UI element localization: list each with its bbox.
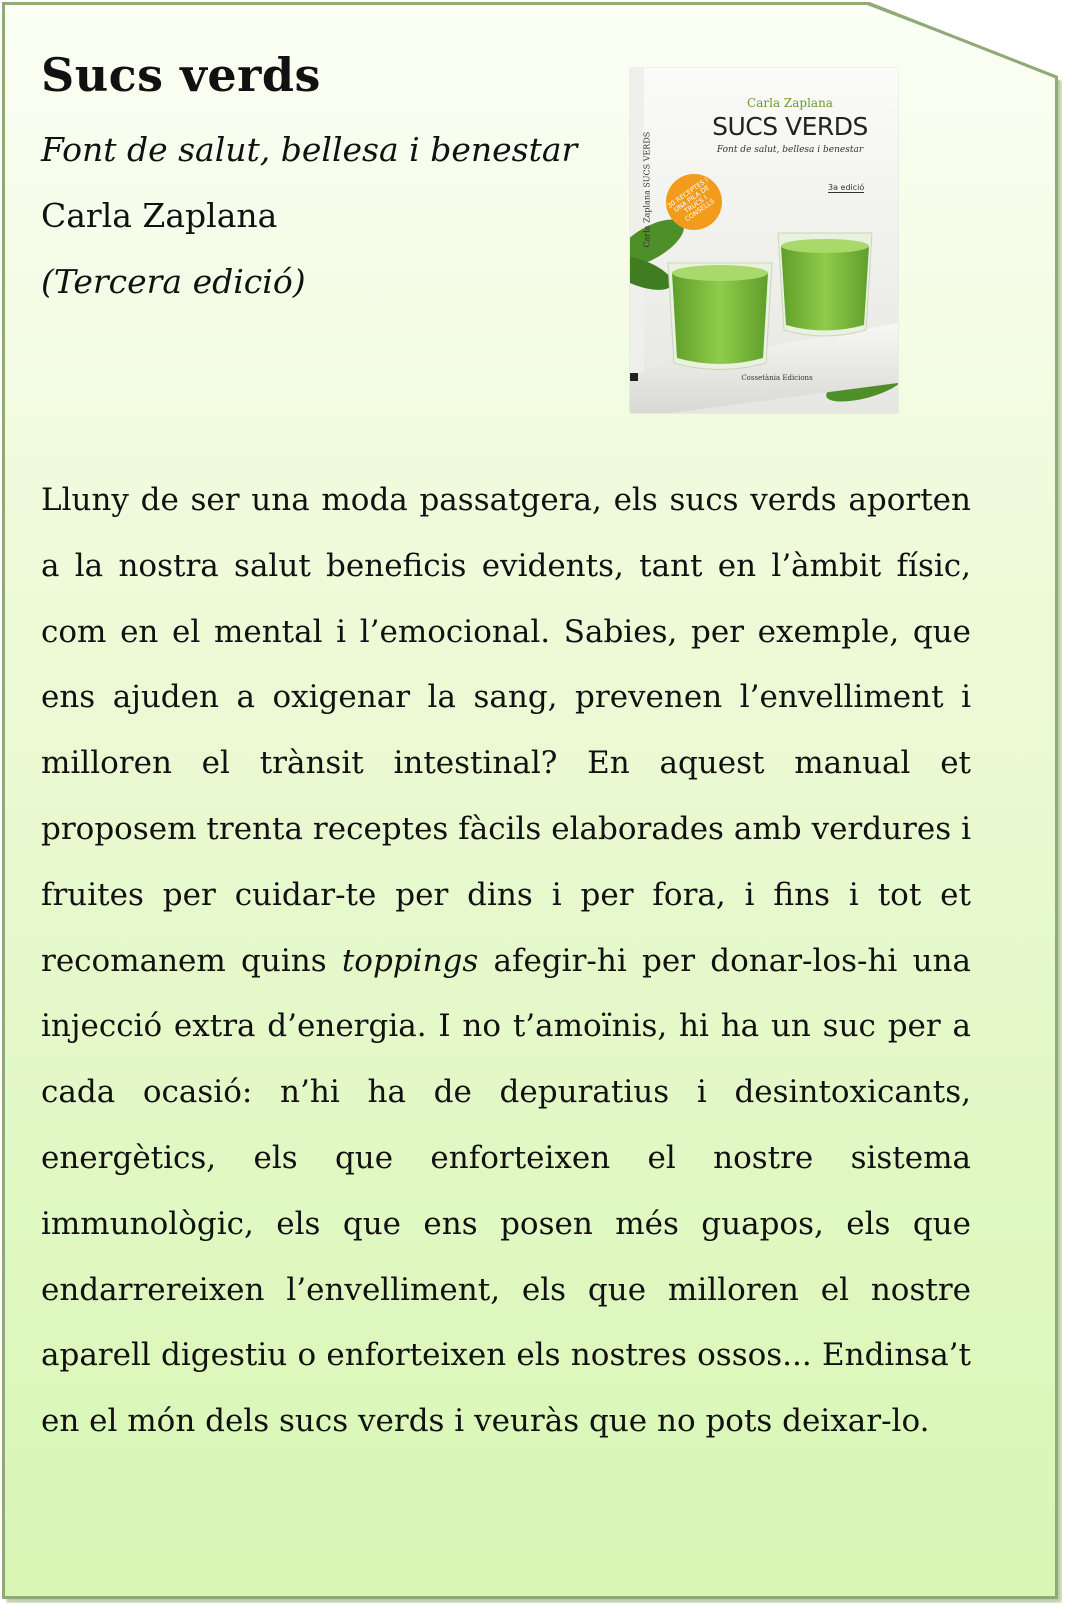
book-edition: (Tercera edició) — [41, 262, 306, 301]
book-cover-image — [630, 68, 898, 413]
cover-subtitle: Font de salut, bellesa i benestar — [716, 145, 864, 155]
description-part-1: Lluny de ser una moda passatgera, els sucs verds aporten a la nostra salut beneficis evidents, tant en l’àmbit físic, com en el mental i l’emocional. Sabies, per exemple, que ens ajuden a oxigenar la sang, prevenen l’envelliment i milloren el trànsit intestinal? En aquest manual et proposem trenta receptes fàcils elaborades amb verdures i fruites per cuidar-te per dins i per fora, i fins i tot et recomanem quins — [41, 482, 971, 979]
cover-title: SUCS VERDS — [712, 112, 868, 141]
cover-badge: 30 RECEPTES I UNA PILA DE TRUCS I CONSELLS — [655, 163, 733, 241]
cover-edition: 3a edició — [828, 183, 865, 192]
description-part-2: afegir-hi per donar-los-hi una injecció extra d’energia. I no t’amoïnis, hi ha un suc per a cada ocasió: n’hi ha de depuratius i desintoxicants, energètics, els que enforteixen el nostre sistema immunològic, els que ens posen més guapos, els que endarrereixen l’envelliment, els que milloren el nostre aparell digestiu o enforteixen els nostres ossos... Endinsa’t en el món dels sucs verds i veuràs que no pots deixar-lo. — [41, 942, 971, 1440]
cover-publisher: Cossetània Edicions — [741, 374, 813, 382]
book-author: Carla Zaplana — [41, 196, 278, 235]
cover-spine-text: Carla Zaplana SUCS VERDS — [642, 131, 652, 248]
description-emphasis: toppings — [341, 942, 479, 979]
book-title: Sucs verds — [41, 48, 321, 102]
book-subtitle: Font de salut, bellesa i benestar — [41, 130, 578, 169]
book-description — [41, 468, 971, 1455]
cover-author: Carla Zaplana — [747, 96, 833, 110]
folded-corner — [868, 2, 1058, 78]
